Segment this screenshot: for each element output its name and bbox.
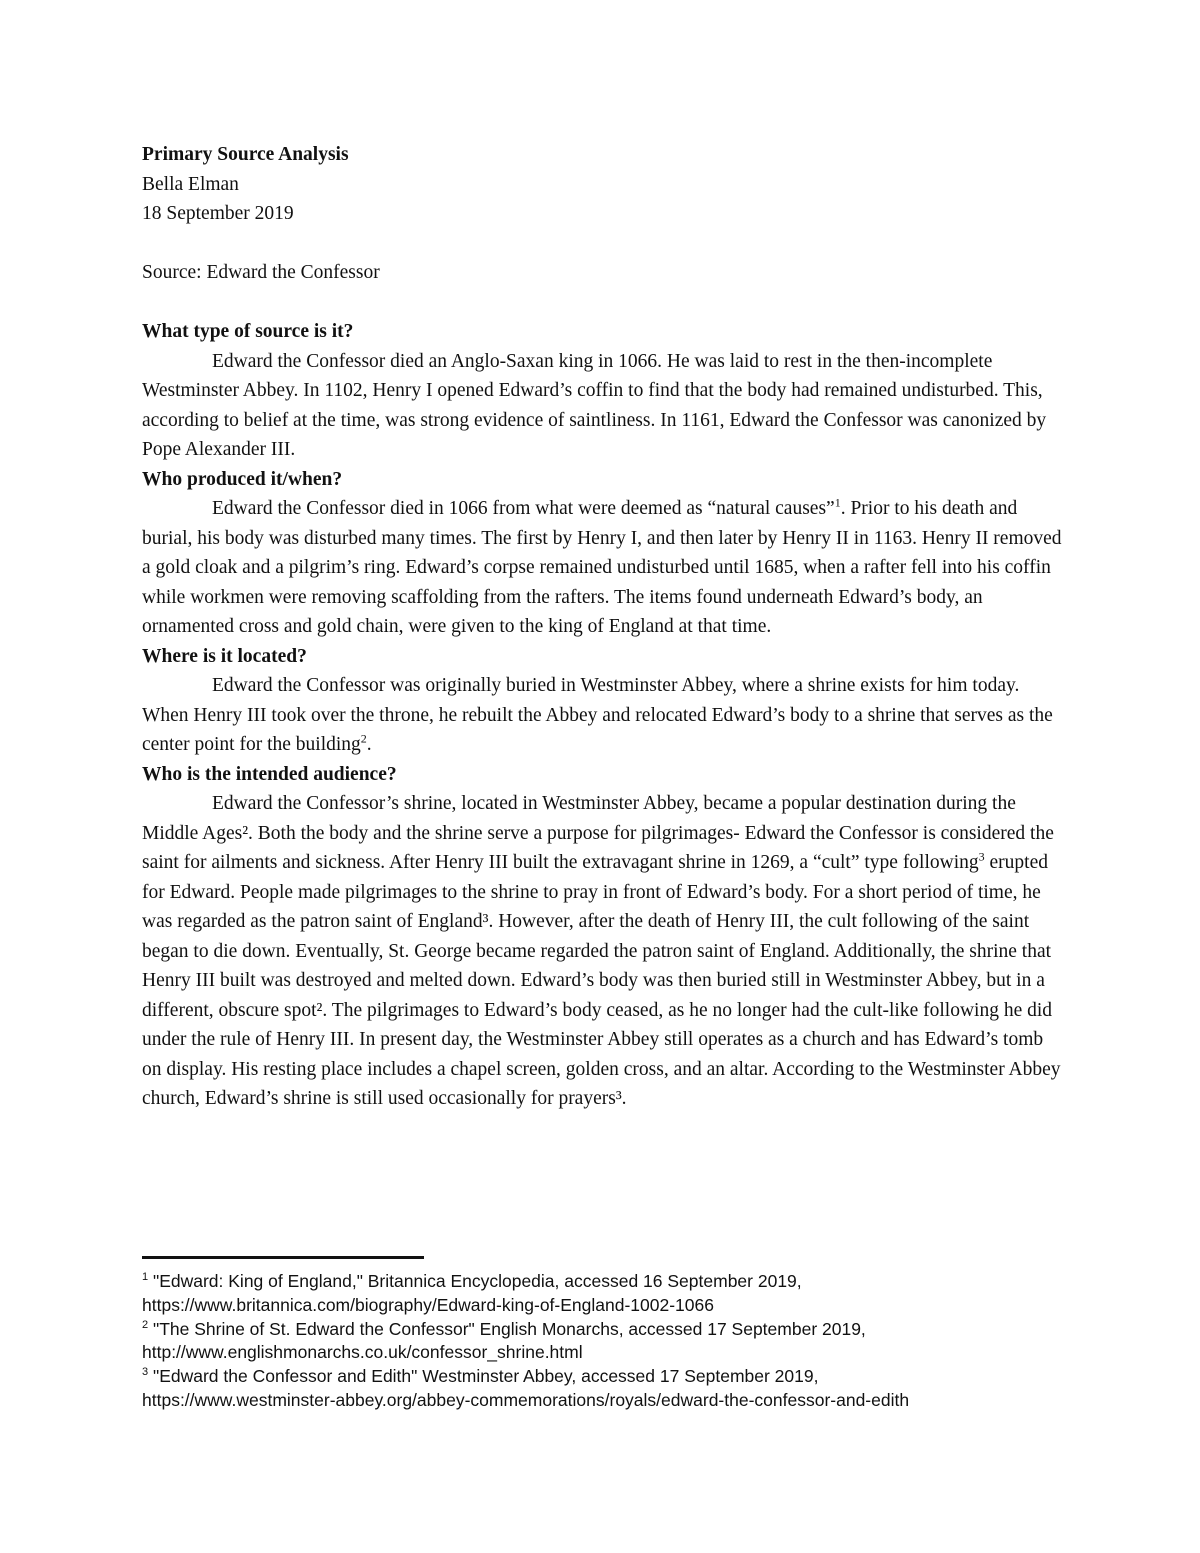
blank-line	[142, 229, 1062, 259]
footnote-citation: "Edward the Confessor and Edith" Westminster Abbey, accessed 17 September 2019,	[148, 1366, 819, 1387]
document-date: 18 September 2019	[142, 203, 294, 224]
section-heading-location: Where is it located?	[142, 645, 307, 667]
footnote-citation: "The Shrine of St. Edward the Confessor" English Monarchs, accessed 17 September 2019,	[148, 1318, 866, 1339]
document-title: Primary Source Analysis	[142, 144, 349, 165]
section-body-location	[142, 671, 1062, 760]
blank-line	[142, 288, 1062, 318]
section-body-audience	[142, 789, 1062, 1114]
footnote-citation: "Edward: King of England," Britannica Encyclopedia, accessed 16 September 2019,	[148, 1271, 802, 1291]
body-text-segment: .	[366, 734, 372, 755]
footnote-number: 3	[142, 1366, 149, 1379]
author-name: Bella Elman	[142, 173, 239, 195]
body-text-segment: Edward the Confessor’s shrine, located in Westminster Abbey, became a popular destination during the Middle Ages². Both the body and the shrine serve a purpose for pilgrimages- Edward the Confessor is considered the saint for ailments and sickness. After Henry III built the extravagant shrine in 1269, a “cult” type following	[142, 793, 1054, 873]
section-body-type: Edward the Confessor died an Anglo-Saxan king in 1066. He was laid to rest in the then-incomplete Westminster Abbey. In 1102, Henry I opened Edward’s coffin to find that the body had remained undisturbed. This, according to belief at the time, was strong evidence of saintliness. In 1161, Edward the Confessor was canonized by Pope Alexander III.	[142, 350, 1047, 460]
body-text-segment: Edward the Confessor died in 1066 from what were deemed as “natural causes”	[212, 498, 835, 519]
footnote-ref: 2	[360, 731, 367, 746]
section-body-producer	[142, 494, 1062, 642]
section-heading-producer: Who produced it/when?	[142, 468, 343, 490]
footnote-3	[142, 1365, 1082, 1389]
footnote-1-url: https://www.britannica.com/biography/Edward-king-of-England-1002-1066	[142, 1294, 714, 1315]
footnote-2	[142, 1318, 1082, 1342]
footnote-2-url: http://www.englishmonarchs.co.uk/confessor_shrine.html	[142, 1342, 583, 1363]
section-heading-type: What type of source is it?	[142, 321, 354, 342]
body-text-segment: Edward the Confessor was originally buried in Westminster Abbey, where a shrine exists for him today. When Henry III took over the throne, he rebuilt the Abbey and relocated Edward’s body to a shrine that serves as the center point for the building	[142, 675, 1053, 755]
footnote-number: 1	[142, 1271, 149, 1284]
footnote-separator	[142, 1256, 424, 1259]
section-heading-audience: Who is the intended audience?	[142, 763, 397, 785]
footnote-3-url: https://www.westminster-abbey.org/abbey-commemorations/royals/edward-the-confessor-and-edith	[142, 1389, 910, 1410]
body-text-segment: . Prior to his death and burial, his body was disturbed many times. The first by Henry I, and then later by Henry II in 1163. Henry II removed a gold cloak and a pilgrim’s ring. Edward’s corpse remained undisturbed until 1685, when a rafter fell into his coffin while workmen were removing scaffolding from the rafters. The items found underneath Edward’s body, an ornamented cross and gold chain, were given to the king of England at that time.	[142, 498, 1062, 637]
document-body	[142, 140, 1062, 1114]
footnote-ref: 3	[978, 849, 985, 864]
footnote-ref: 1	[834, 495, 841, 510]
footnotes	[142, 1270, 1082, 1413]
footnote-number: 2	[142, 1318, 149, 1331]
source-line: Source: Edward the Confessor	[142, 262, 380, 283]
body-text-segment: erupted for Edward. People made pilgrimages to the shrine to pray in front of Edward’s body. For a short period of time, he was regarded as the patron saint of England³. However, after the death of Henry III, the cult following of the saint began to die down. Eventually, St. George became regarded the patron saint of England. Additionally, the shrine that Henry III built was destroyed and melted down. Edward’s body was then buried still in Westminster Abbey, but in a different, obscure spot². The pilgrimages to Edward’s body ceased, as he no longer had the cult-like following he did under the rule of Henry III. In present day, the Westminster Abbey still operates as a church and has Edward’s tomb on display. His resting place includes a chapel screen, golden cross, and an altar. According to the Westminster Abbey church, Edward’s shrine is still used occasionally for prayers³.	[142, 852, 1061, 1109]
footnote-1	[142, 1270, 1082, 1294]
